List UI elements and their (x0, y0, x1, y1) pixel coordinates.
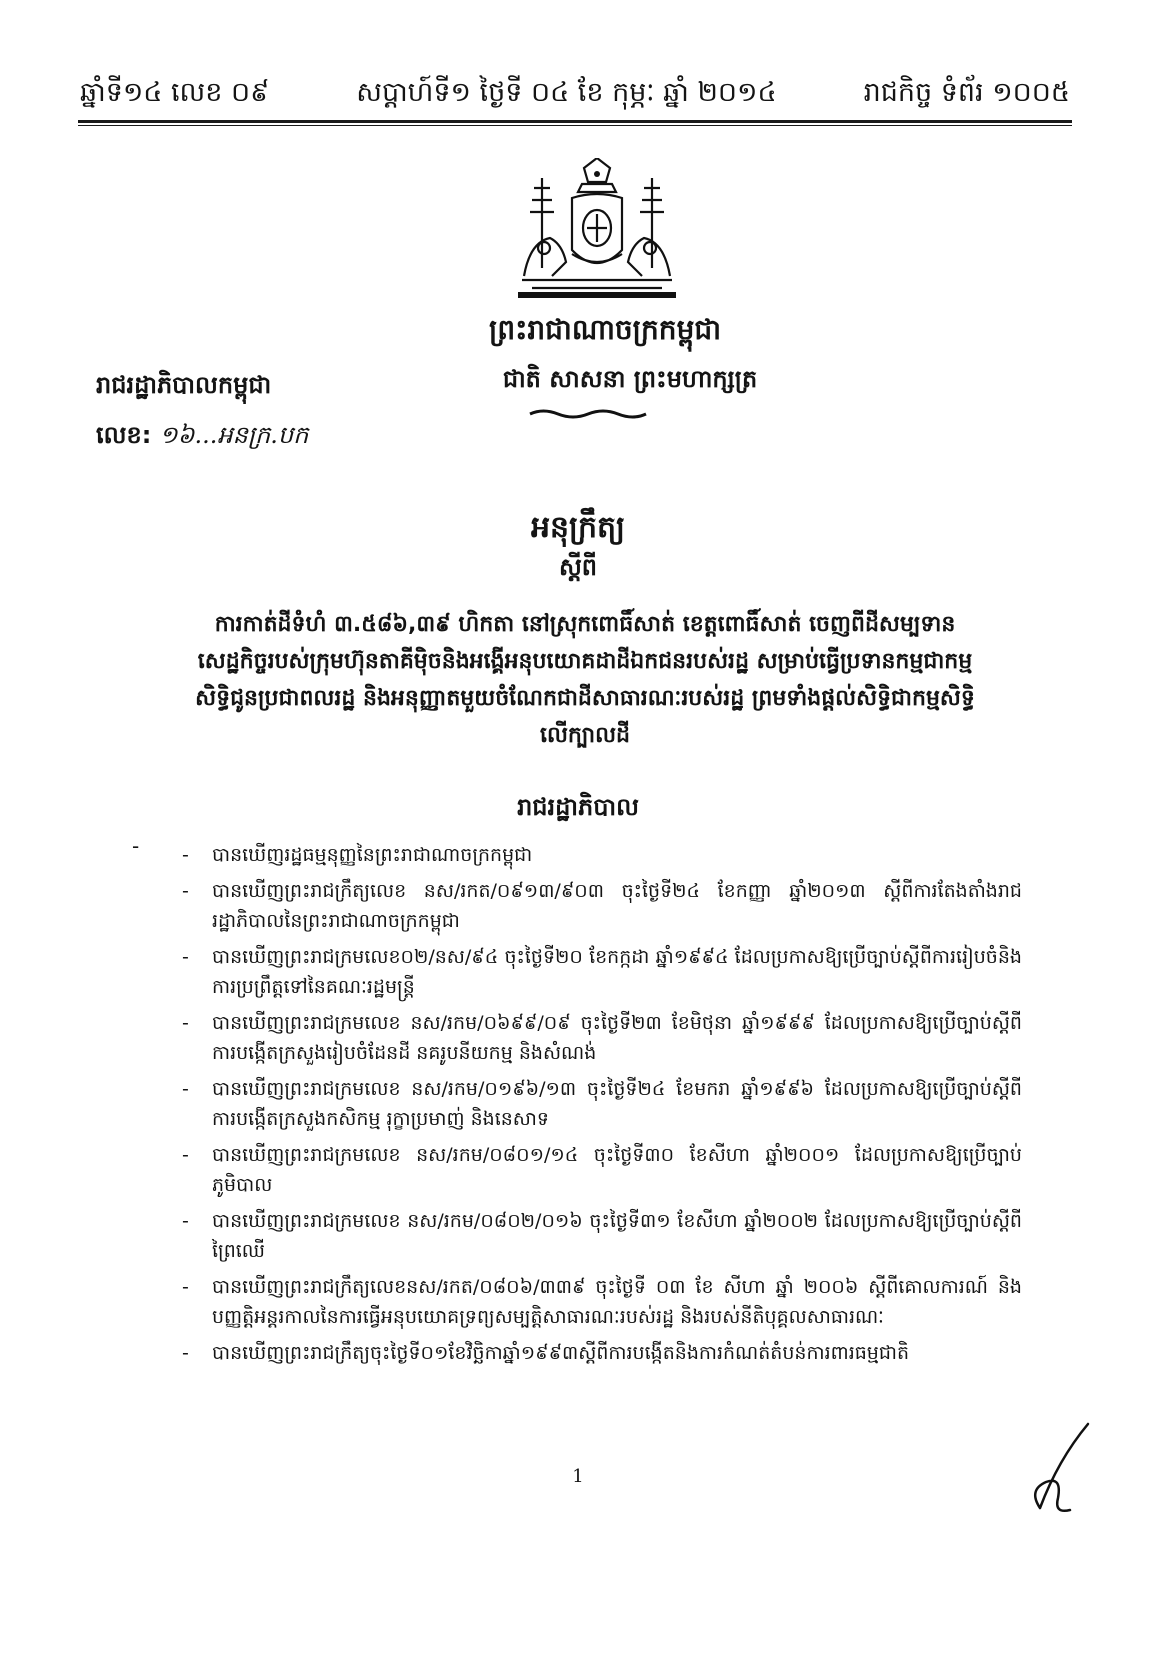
reference-value: ១៦...អនក្រ.បក (159, 421, 309, 449)
bullet-dash: - (182, 1078, 189, 1100)
recital-text: បានឃើញព្រះរាជក្រមលេខ០២/នស/៩៤ ចុះថ្ងៃទី២០ ខែកក្កដា ឆ្នាំ១៩៩៤ ដែលប្រកាសឱ្យប្រើច្បាប់ស្ដីពីការរៀបចំនិងការប្រព្រឹត្តទៅនៃគណៈរដ្ឋមន្ត្រី (212, 946, 1022, 998)
recital-text: បានឃើញព្រះរាជក្រមលេខ នស/រកម/០១៩៦/១៣ ចុះថ្ងៃទី២៤ ខែមករា ឆ្នាំ១៩៩៦ ដែលប្រកាសឱ្យប្រើច្បាប់ស្ដីពីការបង្កើតក្រសួងកសិកម្ម រុក្ខាប្រមាញ់ និងនេសាទ (212, 1078, 1022, 1130)
reference-number (96, 420, 308, 455)
list-item (182, 942, 1022, 1002)
list-item (182, 840, 1022, 870)
gazette-year-issue: ឆ្នាំទី១៤ លេខ ០៩ (80, 77, 270, 108)
list-item (182, 1206, 1022, 1266)
list-item (182, 1008, 1022, 1068)
recital-text: បានឃើញព្រះរាជក្រឹត្យលេខនស/រកត/០៨០៦/៣៣៩ ចុះថ្ងៃទី ០៣ ខែ សីហា ឆ្នាំ ២០០៦ ស្ដីពីគោលការណ៍ និងបញ្ញត្តិអន្តរកាលនៃការធ្វើអនុបយោគទ្រព្យសម្បត្តិសាធារណៈរបស់រដ្ឋ និងរបស់នីតិបុគ្គលសាធារណៈ (212, 1276, 1022, 1328)
gazette-page-ref: រាជកិច្ច ទំព័រ ១០០៥ (863, 77, 1070, 108)
recitals-list (182, 840, 1022, 1374)
recital-text: បានឃើញព្រះរាជក្រមលេខ នស/រកម/០៨០២/០១៦ ចុះថ្ងៃទី៣១ ខែសីហា ឆ្នាំ២០០២ ដែលប្រកាសឱ្យប្រើច្បាប់ស្ដីពីព្រៃឈើ (212, 1210, 1022, 1262)
list-item (182, 1338, 1022, 1368)
bullet-dash: - (182, 1144, 189, 1166)
gazette-date: សប្ដាហ៍ទី១ ថ្ងៃទី ០៤ ខែ កុម្ភៈ ឆ្នាំ ២០១៤ (356, 77, 777, 108)
list-item (182, 876, 1022, 936)
royal-coat-of-arms-icon (512, 158, 682, 308)
margin-dash: - (132, 834, 140, 858)
gazette-header (80, 76, 1070, 110)
list-item (182, 1074, 1022, 1134)
document-type: អនុក្រឹត្យ (530, 510, 626, 545)
flourish-divider-icon (528, 408, 648, 420)
list-item (182, 1140, 1022, 1200)
bullet-dash: - (182, 946, 189, 968)
bullet-dash: - (182, 1276, 189, 1298)
kingdom-name: ព្រះរាជាណាចក្រកម្ពុជា (488, 313, 721, 346)
national-motto: ជាតិ សាសនា ព្រះមហាក្សត្រ (502, 365, 758, 393)
list-item (182, 1272, 1022, 1332)
recital-text: បានឃើញព្រះរាជក្រមលេខ នស/រកម/០៦៩៩/០៩ ចុះថ្ងៃទី២៣ ខែមិថុនា ឆ្នាំ១៩៩៩ ដែលប្រកាសឱ្យប្រើច្បាប់ស្ដីពីការបង្កើតក្រសួងរៀបចំដែនដី នគរូបនីយកម្ម និងសំណង់ (212, 1012, 1022, 1064)
header-divider (78, 120, 1072, 123)
recital-text: បានឃើញព្រះរាជក្រឹត្យលេខ នស/រកត/០៩១៣/៩០៣ ចុះថ្ងៃទី២៤ ខែកញ្ញា ឆ្នាំ២០១៣ ស្ដីពីការតែងតាំងរាជរដ្ឋាភិបាលនៃព្រះរាជាណាចក្រកម្ពុជា (212, 880, 1022, 932)
document-about: ស្ដីពី (558, 553, 598, 581)
page-number: 1 (572, 1466, 584, 1487)
handwritten-initials-icon (1018, 1420, 1108, 1520)
bullet-dash: - (182, 1210, 189, 1232)
bullet-dash: - (182, 1342, 189, 1364)
recital-text: បានឃើញព្រះរាជក្រមលេខ នស/រកម/០៨០១/១៤ ចុះថ្ងៃទី៣០ ខែសីហា ឆ្នាំ២០០១ ដែលប្រកាសឱ្យប្រើច្បាប់ភូមិបាល (212, 1144, 1022, 1196)
bullet-dash: - (182, 880, 189, 902)
bullet-dash: - (182, 844, 189, 866)
government-heading: រាជរដ្ឋាភិបាល (517, 793, 639, 821)
recital-text: បានឃើញរដ្ឋធម្មនុញ្ញនៃព្រះរាជាណាចក្រកម្ពុជា (212, 844, 533, 866)
bullet-dash: - (182, 1012, 189, 1034)
reference-label: លេខ: (96, 421, 152, 449)
recital-text: បានឃើញព្រះរាជក្រឹត្យចុះថ្ងៃទី០១ខែវិច្ឆិកាឆ្នាំ១៩៩៣ស្ដីពីការបង្កើតនិងការកំណត់តំបន់ការពារធម្មជាតិ (212, 1342, 910, 1364)
header-divider-thin (78, 125, 1072, 126)
document-title: ការកាត់ដីទំហំ ៣.៥៨៦,៣៩ ហិកតា នៅស្រុកពោធិ៍សាត់ ខេត្តពោធិ៍សាត់ ចេញពីដីសម្បទានសេដ្ឋកិច្ចរបស់ក្រុមហ៊ុនតាគីម៉ិចនិងអង្គើអនុបយោគដាដីឯកជនរបស់រដ្ឋ សម្រាប់ធ្វើប្រទានកម្មជាកម្មសិទ្ធិជូនប្រជាពលរដ្ឋ និងអនុញ្ញាតមួយចំណែកជាដីសាធារណៈរបស់រដ្ឋ ព្រមទាំងផ្ដល់សិទ្ធិជាកម្មសិទ្ធិលើក្បាលដី (195, 612, 975, 748)
issuing-authority: រាជរដ្ឋាភិបាលកម្ពុជា (96, 371, 272, 399)
